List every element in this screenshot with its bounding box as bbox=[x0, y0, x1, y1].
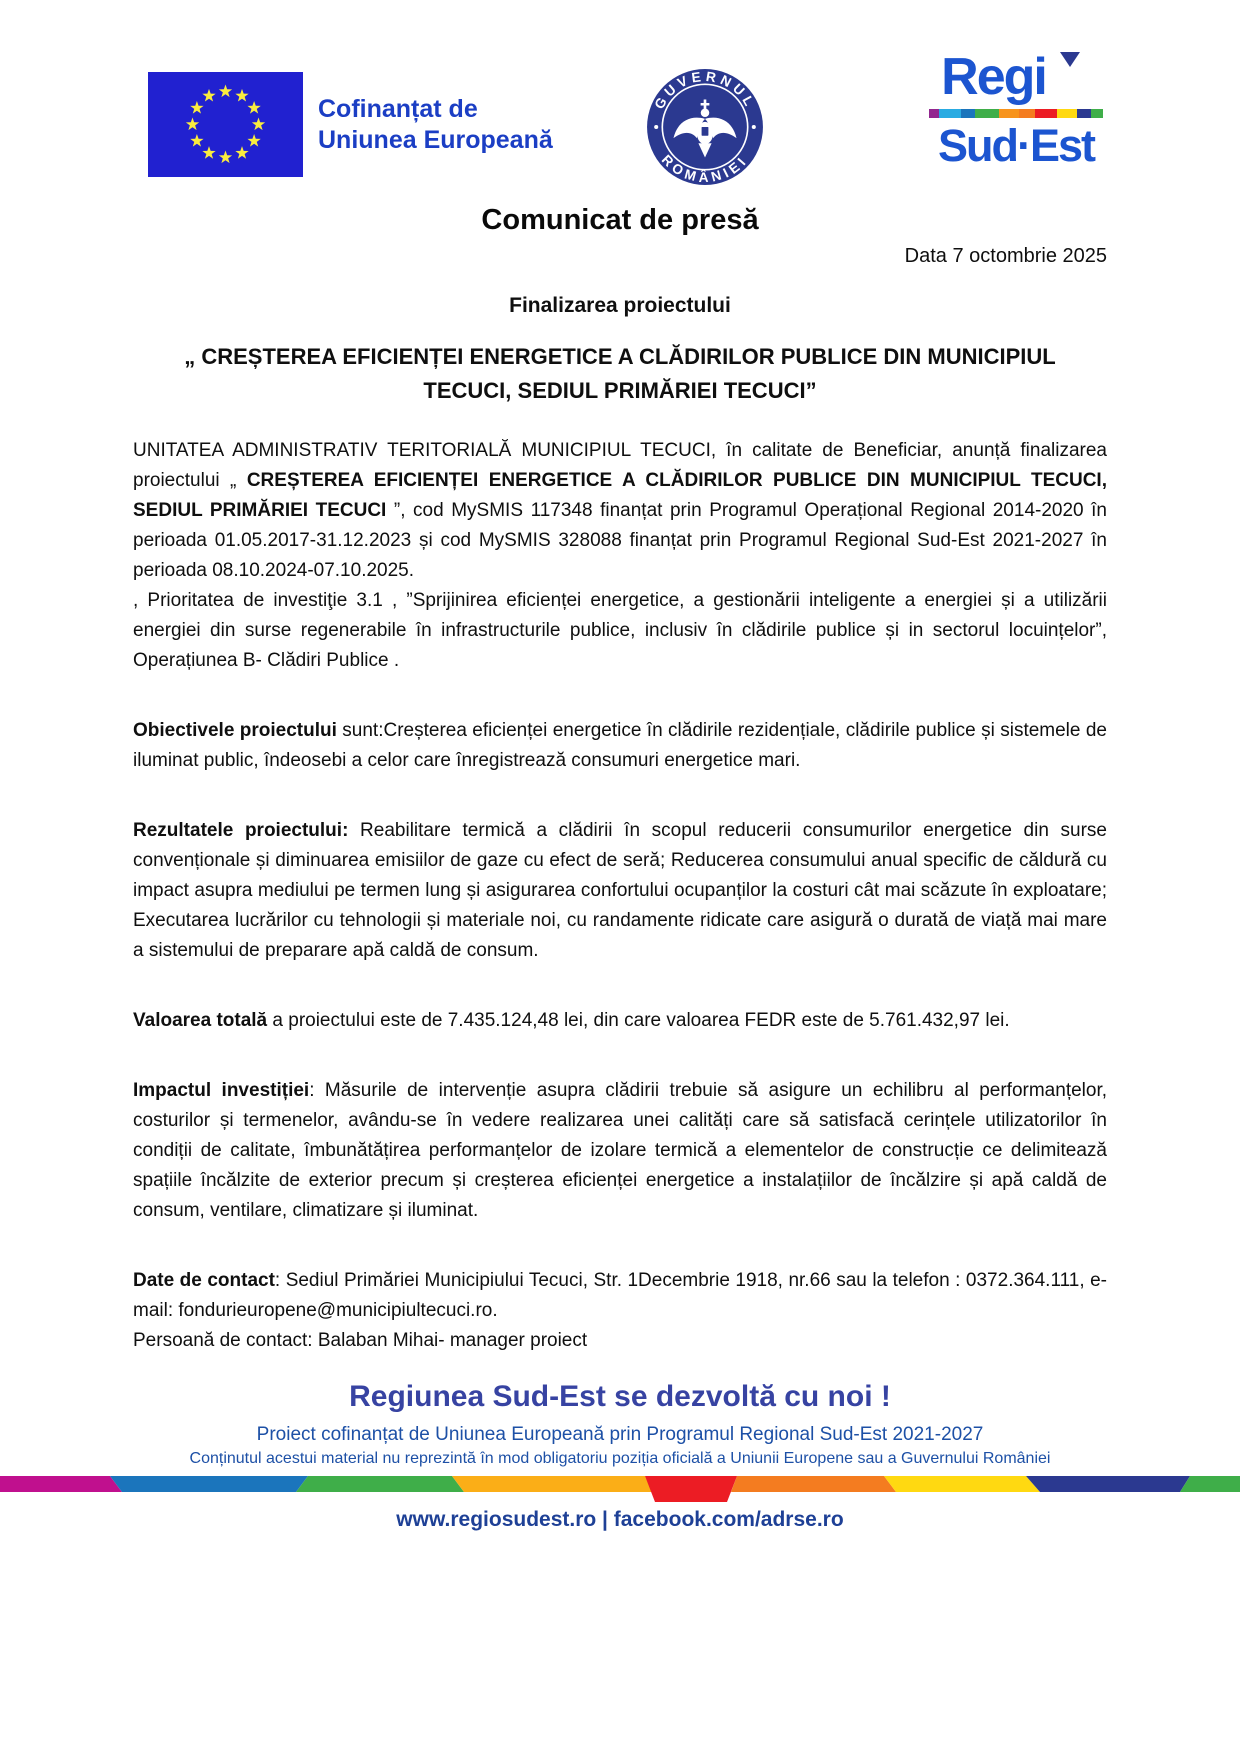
paragraph-total-value bbox=[133, 1006, 1107, 1036]
paragraph-contact-person: Persoană de contact: Balaban Mihai- manager proiect bbox=[133, 1330, 588, 1351]
objectives-label: Obiectivele proiectului bbox=[133, 720, 337, 741]
project-title-line1: „ CREȘTEREA EFICIENȚEI ENERGETICE A CLĂDIRILOR PUBLICE DIN MUNICIPIUL bbox=[184, 344, 1056, 369]
document-body bbox=[133, 204, 1107, 1468]
regio-sudest-label: Sud·Est bbox=[937, 119, 1094, 171]
contact-label: Date de contact bbox=[133, 1270, 275, 1291]
p1-bold-project-name: CREȘTEREA EFICIENȚEI ENERGETICE A CLĂDIRILOR PUBLICE DIN MUNICIPIUL TECUCI, SEDIUL PRIMĂRIEI TECUCI bbox=[133, 470, 1107, 521]
page-title: Comunicat de presă bbox=[481, 204, 759, 236]
paragraph-priority-axis: , Prioritatea de investiţie 3.1 , ”Sprijinirea eficienței energetice, a gestionării inteligente a energiei și a utilizării energiei din surse regenerabile în infrastructurile publice, inclusiv în clădirile publice și in sectorul locuințelor”, Operațiunea B- Clădiri Publice . bbox=[133, 590, 1107, 671]
regio-wheel-icon bbox=[1049, 59, 1091, 101]
subtitle: Finalizarea proiectului bbox=[509, 294, 731, 317]
contact-text: : Sediul Primăriei Municipiului Tecuci, Str. 1Decembrie 1918, nr.66 sau la telefon : 0372.364.111, e-mail: fondurieuropene@municipiultecuci.ro. bbox=[133, 1270, 1107, 1321]
regio-word-text: Regi bbox=[941, 48, 1046, 106]
regio-sud-est-logo bbox=[928, 48, 1104, 171]
paragraph-results bbox=[133, 816, 1107, 966]
paragraph-objectives bbox=[133, 716, 1107, 776]
eu-logo-caption bbox=[318, 94, 553, 156]
project-title-line2: TECUCI, SEDIUL PRIMĂRIEI TECUCI” bbox=[423, 378, 817, 403]
paragraph-project-announcement bbox=[133, 436, 1107, 586]
government-of-romania-seal bbox=[644, 66, 766, 193]
date-line: Data 7 octombrie 2025 bbox=[904, 245, 1107, 267]
p1-text-continued: ”, cod MySMIS 117348 finanțat prin Programul Operațional Regional 2014-2020 în perioada 01.05.2017-31.12.2023 și cod MySMIS 328088 finanțat prin Programul Regional Sud-Est 2021-2027 în perioada 08.10.2024-07.10.2025. bbox=[133, 500, 1108, 581]
eu-caption-line2: Uniunea Europeană bbox=[318, 125, 553, 154]
seal-text-bottom: ROMÂNIEI bbox=[658, 152, 752, 185]
body-text bbox=[133, 436, 1107, 1356]
p1-text: UNITATEA ADMINISTRATIV TERITORIALĂ MUNICIPIUL TECUCI, în calitate de Beneficiar, anunță finalizarea proiectului „ bbox=[133, 440, 1107, 491]
total-value-label: Valoarea totală bbox=[133, 1010, 268, 1031]
footer-slogan: Regiunea Sud-Est se dezvoltă cu noi ! bbox=[349, 1380, 891, 1413]
eu-caption-line1: Cofinanțat de bbox=[318, 94, 478, 123]
footer-color-stripe bbox=[0, 1474, 1240, 1504]
eu-flag-icon bbox=[148, 72, 303, 177]
results-label: Rezultatele proiectului: bbox=[133, 820, 349, 841]
total-value-text: a proiectului este de 7.435.124,48 lei, din care valoarea FEDR este de 5.761.432,97 lei. bbox=[267, 1010, 1010, 1031]
footer-cofinance-line: Proiect cofinanțat de Uniunea Europeană prin Programul Regional Sud-Est 2021-2027 bbox=[256, 1424, 984, 1445]
eu-cofinance-logo bbox=[148, 72, 553, 177]
footer-disclaimer: Conținutul acestui material nu reprezintă în mod obligatoriu poziția oficială a Uniunii Europene sau a Guvernului României bbox=[189, 1450, 1051, 1467]
impact-label: Impactul investiției bbox=[133, 1080, 310, 1101]
project-title bbox=[133, 340, 1107, 408]
paragraph-impact bbox=[133, 1076, 1107, 1226]
seal-text-top: GUVERNUL bbox=[651, 68, 759, 112]
objectives-text: sunt:Creșterea eficienței energetice în clădirile rezidențiale, clădirile publice și sistemele de iluminat public, îndeosebi a celor care înregistrează consumuri energetice mari. bbox=[133, 720, 1107, 771]
regio-wordmark bbox=[941, 48, 1091, 106]
paragraph-contact bbox=[133, 1266, 1107, 1326]
results-text: Reabilitare termică a clădirii în scopul reducerii consumurilor energetice din surse convenționale și diminuarea emisiilor de gaze cu efect de seră; Reducerea consumului anual specific de căldură cu impact asupra mediului pe termen lung și asigurarea confortului ocupanților la costuri cât mai scăzute în exploatare; Executarea lucrărilor cu tehnologii și materiale noi, cu randamente ridicate care asigură o durată de viață mai mare a sistemului de preparare apă caldă de consum. bbox=[133, 820, 1108, 961]
impact-text: : Măsurile de intervenție asupra clădirii trebuie să asigure un echilibru al performanțelor, costurilor și termenelor, avându-se în vedere realizarea unei calități care să satisfacă cerințele utilizatorilor în condiții de calitate, îmbunătățirea performanțelor de izolare termică a elementelor de construcție ce delimitează spațiile încălzite de exterior precum și creșterea eficienței energetice a instalațiilor de încălzire și apă caldă de consum, ventilare, climatizare și iluminat. bbox=[133, 1080, 1108, 1221]
regio-color-bar bbox=[929, 109, 1103, 118]
footer-links: www.regiosudest.ro | facebook.com/adrse.ro bbox=[396, 1508, 844, 1531]
header bbox=[0, 0, 1240, 186]
